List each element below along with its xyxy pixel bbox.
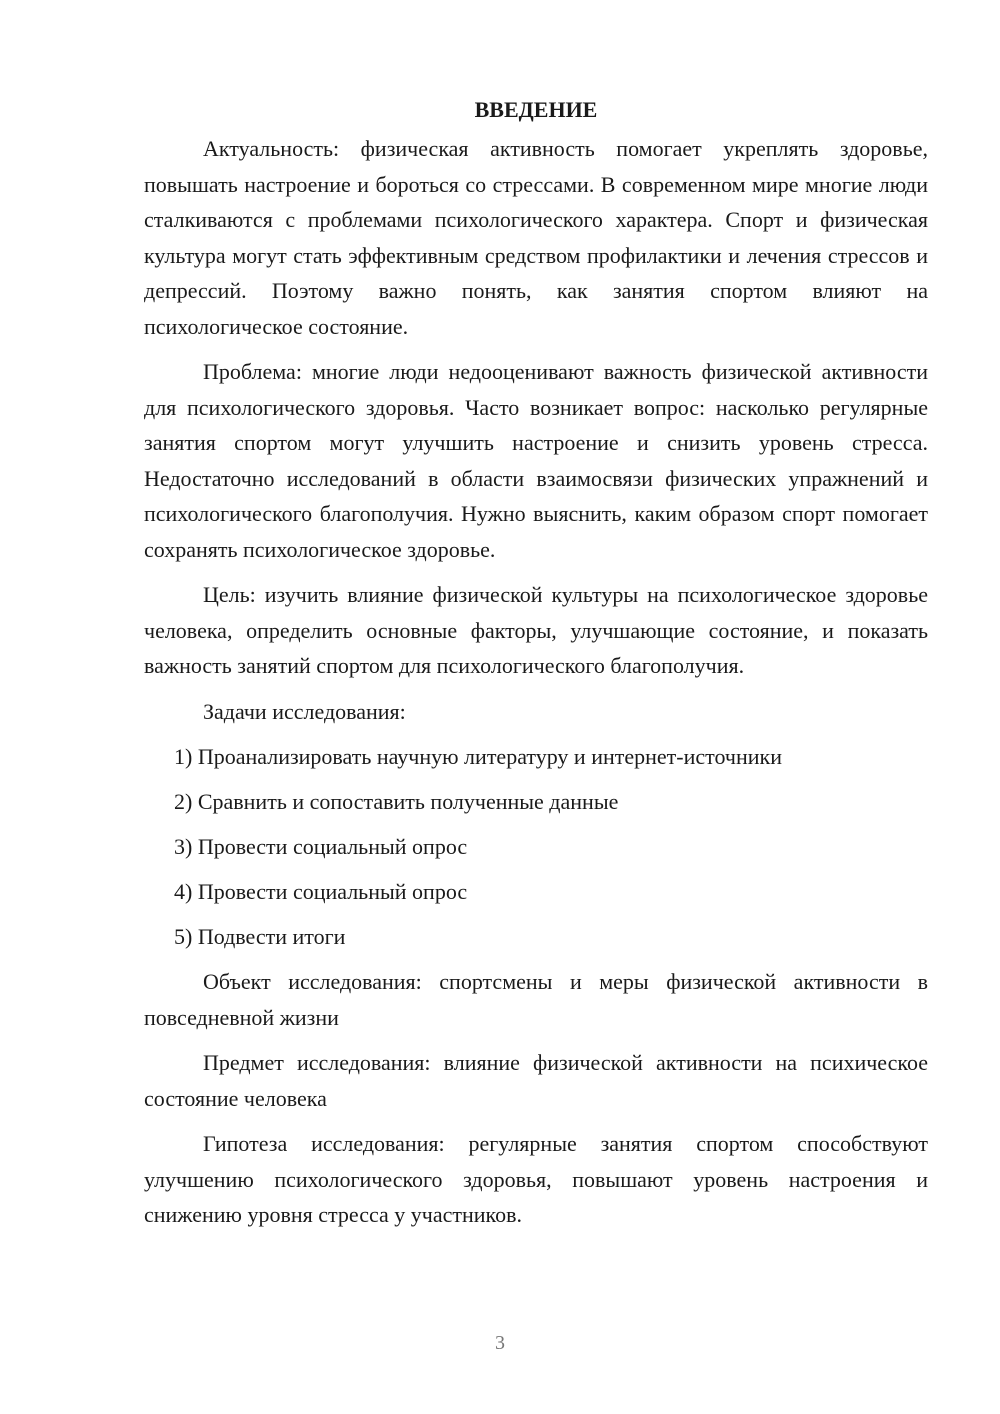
object-paragraph: Объект исследования: спортсмены и меры физической активности в повседневной жизни (144, 969, 928, 1030)
relevance-paragraph: Актуальность: физическая активность помогает укреплять здоровье, повышать настроение и бороться со стрессами. В современном мире многие люди сталкиваются с проблемами психологического характера. Спорт и физическая культура могут стать эффективным средством профилактики и лечения стрессов и депрессий. Поэтому важно понять, как занятия спортом влияют на психологическое состояние. (144, 136, 928, 339)
subject-paragraph: Предмет исследования: влияние физической активности на психическое состояние человека (144, 1050, 928, 1111)
list-item: 1) Проанализировать научную литературу и интернет-источники (174, 744, 782, 769)
page-number: 3 (495, 1332, 505, 1354)
document-page (144, 92, 928, 1243)
list-item: 4) Провести социальный опрос (174, 879, 468, 904)
goal-paragraph: Цель: изучить влияние физической культуры на психологическое здоровье человека, определить основные факторы, улучшающие состояние, и показать важность занятий спортом для психологического благополучия. (144, 582, 928, 678)
list-item: 5) Подвести итоги (174, 924, 346, 949)
tasks-heading: Задачи исследования: (203, 698, 406, 724)
list-item: 3) Провести социальный опрос (174, 834, 468, 859)
tasks-list (144, 739, 928, 954)
section-title: ВВЕДЕНИЕ (474, 97, 598, 122)
hypothesis-paragraph: Гипотеза исследования: регулярные занятия спортом способствуют улучшению психологического здоровья, повышают уровень настроения и снижению уровня стресса у участников. (144, 1131, 928, 1227)
problem-paragraph: Проблема: многие люди недооценивают важность физической активности для психологического здоровья. Часто возникает вопрос: насколько регулярные занятия спортом могут улучшить настроение и снизить уровень стресса. Недостаточно исследований в области взаимосвязи физических упражнений и психологического благополучия. Нужно выяснить, каким образом спорт помогает сохранять психологическое здоровье. (144, 359, 928, 562)
list-item: 2) Сравнить и сопоставить полученные данные (174, 789, 619, 814)
